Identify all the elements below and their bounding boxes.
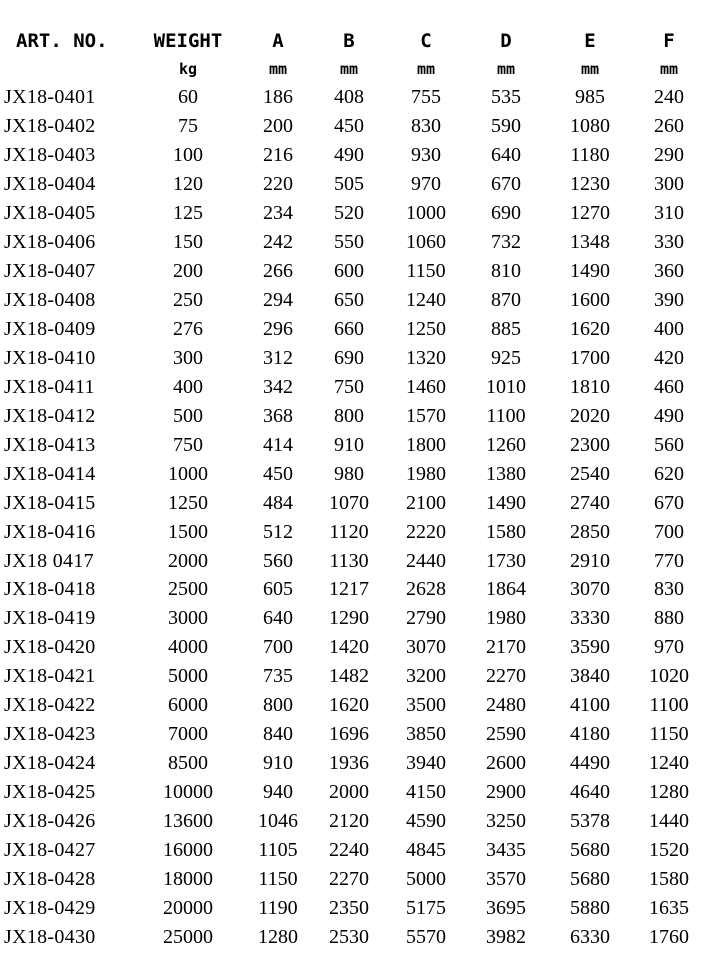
cell-b: 980 — [334, 462, 364, 485]
cell-art-no: JX18-0406 — [4, 230, 96, 253]
table-row — [4, 894, 704, 923]
table-row — [4, 518, 704, 547]
cell-d: 2270 — [486, 665, 526, 688]
table-row — [4, 257, 704, 286]
cell-weight: 2500 — [168, 578, 208, 601]
cell-weight: 60 — [178, 86, 198, 108]
cell-d: 3570 — [486, 868, 526, 891]
cell-d: 1980 — [486, 607, 526, 630]
cell-c: 930 — [411, 143, 441, 166]
cell-art-no: JX18-0405 — [4, 201, 96, 224]
cell-weight: 7000 — [168, 723, 208, 746]
cell-f: 620 — [654, 462, 684, 485]
cell-a: 414 — [263, 433, 293, 456]
cell-c: 5000 — [406, 868, 446, 891]
table-row — [4, 749, 704, 778]
cell-f: 290 — [654, 143, 684, 166]
cell-b: 520 — [334, 201, 364, 224]
cell-a: 450 — [263, 462, 293, 485]
cell-c: 1060 — [406, 230, 446, 253]
cell-a: 1190 — [258, 897, 298, 920]
unit-a: mm — [268, 60, 288, 78]
cell-c: 3200 — [406, 665, 446, 688]
cell-weight: 300 — [173, 346, 203, 369]
cell-e: 1080 — [570, 114, 610, 137]
header-e: E — [584, 30, 596, 52]
cell-a: 840 — [263, 723, 293, 746]
cell-c: 5175 — [406, 897, 446, 920]
cell-c: 3850 — [406, 723, 446, 746]
cell-d: 535 — [491, 86, 521, 108]
cell-e: 3070 — [570, 578, 610, 601]
cell-c: 1150 — [406, 259, 446, 282]
cell-weight: 20000 — [163, 897, 213, 920]
cell-d: 3695 — [486, 897, 526, 920]
table-row — [4, 344, 704, 373]
cell-c: 830 — [411, 114, 441, 137]
cell-b: 650 — [334, 288, 364, 311]
cell-d: 2900 — [486, 781, 526, 804]
cell-weight: 1250 — [168, 491, 208, 514]
cell-c: 1240 — [406, 288, 446, 311]
cell-b: 1217 — [329, 578, 369, 601]
cell-a: 700 — [263, 636, 293, 659]
table-row — [4, 633, 704, 662]
cell-c: 1460 — [406, 375, 446, 398]
header-row — [4, 26, 704, 56]
cell-weight: 200 — [173, 259, 203, 282]
cell-c: 4150 — [406, 781, 446, 804]
cell-e: 6330 — [570, 926, 610, 949]
unit-d: mm — [496, 60, 516, 78]
cell-e: 2850 — [570, 520, 610, 543]
cell-f: 490 — [654, 404, 684, 427]
cell-a: 220 — [263, 172, 293, 195]
header-weight: WEIGHT — [153, 30, 223, 52]
cell-f: 1150 — [649, 723, 689, 746]
cell-d: 3250 — [486, 810, 526, 833]
cell-e: 1810 — [570, 375, 610, 398]
table-row — [4, 315, 704, 344]
cell-weight: 750 — [173, 433, 203, 456]
cell-f: 970 — [654, 636, 684, 659]
cell-b: 1936 — [329, 752, 369, 775]
cell-d: 1580 — [486, 520, 526, 543]
cell-e: 3330 — [570, 607, 610, 630]
table-row — [4, 836, 704, 865]
cell-art-no: JX18-0409 — [4, 317, 96, 340]
cell-f: 670 — [654, 491, 684, 514]
cell-c: 5570 — [406, 926, 446, 949]
cell-weight: 150 — [173, 230, 203, 253]
cell-d: 925 — [491, 346, 521, 369]
cell-d: 885 — [491, 317, 521, 340]
cell-e: 2740 — [570, 491, 610, 514]
cell-f: 1635 — [649, 897, 689, 920]
unit-b: mm — [339, 60, 359, 78]
cell-a: 484 — [263, 491, 293, 514]
cell-art-no: JX18-0426 — [4, 810, 96, 833]
cell-weight: 8500 — [168, 752, 208, 775]
cell-weight: 500 — [173, 404, 203, 427]
cell-f: 1580 — [649, 868, 689, 891]
cell-c: 755 — [411, 86, 441, 108]
table-row — [4, 431, 704, 460]
cell-b: 2350 — [329, 897, 369, 920]
cell-b: 600 — [334, 259, 364, 282]
units-row — [4, 56, 704, 83]
cell-b: 505 — [334, 172, 364, 195]
cell-e: 2910 — [570, 549, 610, 572]
table-row — [4, 720, 704, 749]
cell-f: 300 — [654, 172, 684, 195]
cell-f: 1280 — [649, 781, 689, 804]
table-row — [4, 460, 704, 489]
cell-art-no: JX18-0410 — [4, 346, 96, 369]
cell-d: 1864 — [486, 578, 526, 601]
cell-c: 1250 — [406, 317, 446, 340]
cell-weight: 276 — [173, 317, 203, 340]
table-row — [4, 286, 704, 315]
cell-a: 1046 — [258, 810, 298, 833]
cell-a: 910 — [263, 752, 293, 775]
cell-e: 4100 — [570, 694, 610, 717]
cell-e: 4180 — [570, 723, 610, 746]
cell-a: 312 — [263, 346, 293, 369]
header-f: F — [663, 30, 675, 52]
cell-d: 1260 — [486, 433, 526, 456]
cell-d: 640 — [491, 143, 521, 166]
cell-e: 1490 — [570, 259, 610, 282]
cell-weight: 13600 — [163, 810, 213, 833]
table-row — [4, 923, 704, 952]
cell-weight: 4000 — [168, 636, 208, 659]
cell-art-no: JX18-0403 — [4, 143, 96, 166]
cell-e: 2540 — [570, 462, 610, 485]
cell-d: 2170 — [486, 636, 526, 659]
cell-e: 1270 — [570, 201, 610, 224]
cell-e: 1620 — [570, 317, 610, 340]
cell-b: 2120 — [329, 810, 369, 833]
cell-art-no: JX18-0420 — [4, 636, 96, 659]
cell-art-no: JX18-0419 — [4, 607, 96, 630]
cell-c: 2628 — [406, 578, 446, 601]
cell-a: 186 — [263, 86, 293, 108]
cell-e: 2020 — [570, 404, 610, 427]
cell-art-no: JX18-0401 — [4, 86, 96, 108]
cell-art-no: JX18-0404 — [4, 172, 96, 195]
table-row — [4, 112, 704, 141]
cell-d: 2480 — [486, 694, 526, 717]
cell-c: 1800 — [406, 433, 446, 456]
cell-f: 700 — [654, 520, 684, 543]
cell-d: 1380 — [486, 462, 526, 485]
cell-art-no: JX18-0430 — [4, 926, 96, 949]
cell-art-no: JX18-0418 — [4, 578, 96, 601]
cell-a: 605 — [263, 578, 293, 601]
cell-c: 1000 — [406, 201, 446, 224]
cell-weight: 6000 — [168, 694, 208, 717]
cell-d: 3435 — [486, 839, 526, 862]
cell-b: 1420 — [329, 636, 369, 659]
cell-c: 2220 — [406, 520, 446, 543]
table-body — [4, 83, 704, 952]
cell-b: 660 — [334, 317, 364, 340]
cell-d: 690 — [491, 201, 521, 224]
table-row — [4, 228, 704, 257]
cell-a: 735 — [263, 665, 293, 688]
cell-e: 5680 — [570, 839, 610, 862]
cell-d: 1490 — [486, 491, 526, 514]
cell-art-no: JX18-0424 — [4, 752, 96, 775]
table-row — [4, 199, 704, 228]
cell-d: 590 — [491, 114, 521, 137]
cell-e: 1348 — [570, 230, 610, 253]
cell-art-no: JX18-0414 — [4, 462, 96, 485]
cell-art-no: JX18-0416 — [4, 520, 96, 543]
cell-d: 2590 — [486, 723, 526, 746]
specification-table — [4, 26, 704, 952]
cell-c: 2440 — [406, 549, 446, 572]
cell-a: 342 — [263, 375, 293, 398]
cell-e: 3840 — [570, 665, 610, 688]
table-row — [4, 604, 704, 633]
table-row — [4, 662, 704, 691]
cell-f: 390 — [654, 288, 684, 311]
cell-b: 750 — [334, 375, 364, 398]
cell-weight: 100 — [173, 143, 203, 166]
cell-f: 310 — [654, 201, 684, 224]
cell-b: 490 — [334, 143, 364, 166]
cell-d: 1100 — [486, 404, 526, 427]
header-d: D — [500, 30, 512, 52]
cell-weight: 120 — [173, 172, 203, 195]
cell-art-no: JX18-0429 — [4, 897, 96, 920]
cell-weight: 18000 — [163, 868, 213, 891]
header-b: B — [343, 30, 355, 52]
cell-b: 1120 — [329, 520, 369, 543]
cell-d: 1730 — [486, 549, 526, 572]
unit-c: mm — [416, 60, 436, 78]
table-header — [4, 26, 704, 83]
cell-art-no: JX18-0407 — [4, 259, 96, 282]
cell-f: 1520 — [649, 839, 689, 862]
cell-a: 368 — [263, 404, 293, 427]
cell-e: 5680 — [570, 868, 610, 891]
cell-weight: 250 — [173, 288, 203, 311]
table-row — [4, 402, 704, 431]
cell-a: 800 — [263, 694, 293, 717]
cell-a: 294 — [263, 288, 293, 311]
cell-weight: 2000 — [168, 549, 208, 572]
cell-a: 1280 — [258, 926, 298, 949]
cell-b: 450 — [334, 114, 364, 137]
cell-d: 870 — [491, 288, 521, 311]
table-row — [4, 83, 704, 112]
cell-e: 4490 — [570, 752, 610, 775]
table-row — [4, 691, 704, 720]
cell-art-no: JX18-0423 — [4, 723, 96, 746]
cell-e: 1600 — [570, 288, 610, 311]
unit-art-no — [4, 56, 132, 83]
cell-b: 2240 — [329, 839, 369, 862]
cell-b: 2270 — [329, 868, 369, 891]
cell-e: 985 — [575, 86, 605, 108]
cell-a: 200 — [263, 114, 293, 137]
table-row — [4, 373, 704, 402]
cell-art-no: JX18-0413 — [4, 433, 96, 456]
cell-f: 1440 — [649, 810, 689, 833]
cell-a: 296 — [263, 317, 293, 340]
cell-weight: 5000 — [168, 665, 208, 688]
cell-c: 4845 — [406, 839, 446, 862]
cell-f: 260 — [654, 114, 684, 137]
table-row — [4, 141, 704, 170]
cell-art-no: JX18-0428 — [4, 868, 96, 891]
cell-art-no: JX18-0408 — [4, 288, 96, 311]
cell-weight: 125 — [173, 201, 203, 224]
cell-a: 640 — [263, 607, 293, 630]
cell-b: 2000 — [329, 781, 369, 804]
cell-art-no: JX18-0402 — [4, 114, 96, 137]
cell-weight: 1500 — [168, 520, 208, 543]
cell-art-no: JX18-0411 — [4, 375, 95, 398]
cell-b: 550 — [334, 230, 364, 253]
cell-a: 216 — [263, 143, 293, 166]
cell-b: 2530 — [329, 926, 369, 949]
cell-f: 770 — [654, 549, 684, 572]
cell-d: 1010 — [486, 375, 526, 398]
cell-b: 690 — [334, 346, 364, 369]
cell-d: 2600 — [486, 752, 526, 775]
cell-a: 512 — [263, 520, 293, 543]
cell-f: 1240 — [649, 752, 689, 775]
cell-weight: 10000 — [163, 781, 213, 804]
cell-f: 830 — [654, 578, 684, 601]
cell-b: 1696 — [329, 723, 369, 746]
cell-weight: 1000 — [168, 462, 208, 485]
unit-weight: kg — [178, 60, 198, 78]
cell-b: 408 — [334, 86, 364, 108]
cell-e: 4640 — [570, 781, 610, 804]
unit-e: mm — [580, 60, 600, 78]
cell-art-no: JX18-0422 — [4, 694, 96, 717]
cell-c: 3940 — [406, 752, 446, 775]
cell-c: 3500 — [406, 694, 446, 717]
cell-f: 1020 — [649, 665, 689, 688]
header-art-no: ART. NO. — [16, 30, 108, 52]
cell-b: 1130 — [329, 549, 369, 572]
cell-weight: 3000 — [168, 607, 208, 630]
cell-f: 360 — [654, 259, 684, 282]
cell-art-no: JX18-0412 — [4, 404, 96, 427]
table-row — [4, 778, 704, 807]
cell-b: 800 — [334, 404, 364, 427]
cell-b: 1620 — [329, 694, 369, 717]
cell-a: 234 — [263, 201, 293, 224]
cell-b: 1482 — [329, 665, 369, 688]
cell-weight: 16000 — [163, 839, 213, 862]
cell-b: 1070 — [329, 491, 369, 514]
cell-b: 910 — [334, 433, 364, 456]
cell-f: 240 — [654, 86, 684, 108]
cell-e: 1230 — [570, 172, 610, 195]
cell-c: 3070 — [406, 636, 446, 659]
table-row — [4, 489, 704, 518]
cell-c: 1320 — [406, 346, 446, 369]
cell-b: 1290 — [329, 607, 369, 630]
cell-weight: 400 — [173, 375, 203, 398]
cell-e: 1180 — [570, 143, 610, 166]
cell-art-no: JX18-0415 — [4, 491, 96, 514]
header-a: A — [272, 30, 284, 52]
cell-a: 1105 — [258, 839, 298, 862]
cell-c: 2100 — [406, 491, 446, 514]
cell-f: 560 — [654, 433, 684, 456]
cell-a: 266 — [263, 259, 293, 282]
cell-e: 2300 — [570, 433, 610, 456]
cell-e: 1700 — [570, 346, 610, 369]
cell-c: 4590 — [406, 810, 446, 833]
table-row — [4, 575, 704, 604]
cell-e: 3590 — [570, 636, 610, 659]
cell-f: 880 — [654, 607, 684, 630]
cell-weight: 25000 — [163, 926, 213, 949]
cell-d: 810 — [491, 259, 521, 282]
table-row — [4, 807, 704, 836]
cell-weight: 75 — [178, 114, 198, 137]
cell-f: 1760 — [649, 926, 689, 949]
cell-art-no: JX18-0425 — [4, 781, 96, 804]
cell-a: 242 — [263, 230, 293, 253]
unit-f: mm — [659, 60, 679, 78]
cell-d: 732 — [491, 230, 521, 253]
cell-a: 1150 — [258, 868, 298, 891]
cell-art-no: JX18-0427 — [4, 839, 96, 862]
cell-art-no: JX18 0417 — [4, 549, 94, 572]
cell-f: 1100 — [649, 694, 689, 717]
cell-art-no: JX18-0421 — [4, 665, 96, 688]
table-row — [4, 865, 704, 894]
cell-f: 460 — [654, 375, 684, 398]
header-c: C — [420, 30, 432, 52]
table-row — [4, 547, 704, 576]
cell-d: 670 — [491, 172, 521, 195]
cell-f: 400 — [654, 317, 684, 340]
cell-c: 970 — [411, 172, 441, 195]
cell-e: 5378 — [570, 810, 610, 833]
cell-f: 420 — [654, 346, 684, 369]
cell-a: 940 — [263, 781, 293, 804]
cell-c: 1980 — [406, 462, 446, 485]
cell-e: 5880 — [570, 897, 610, 920]
cell-c: 1570 — [406, 404, 446, 427]
table-row — [4, 170, 704, 199]
cell-a: 560 — [263, 549, 293, 572]
cell-d: 3982 — [486, 926, 526, 949]
cell-f: 330 — [654, 230, 684, 253]
cell-c: 2790 — [406, 607, 446, 630]
